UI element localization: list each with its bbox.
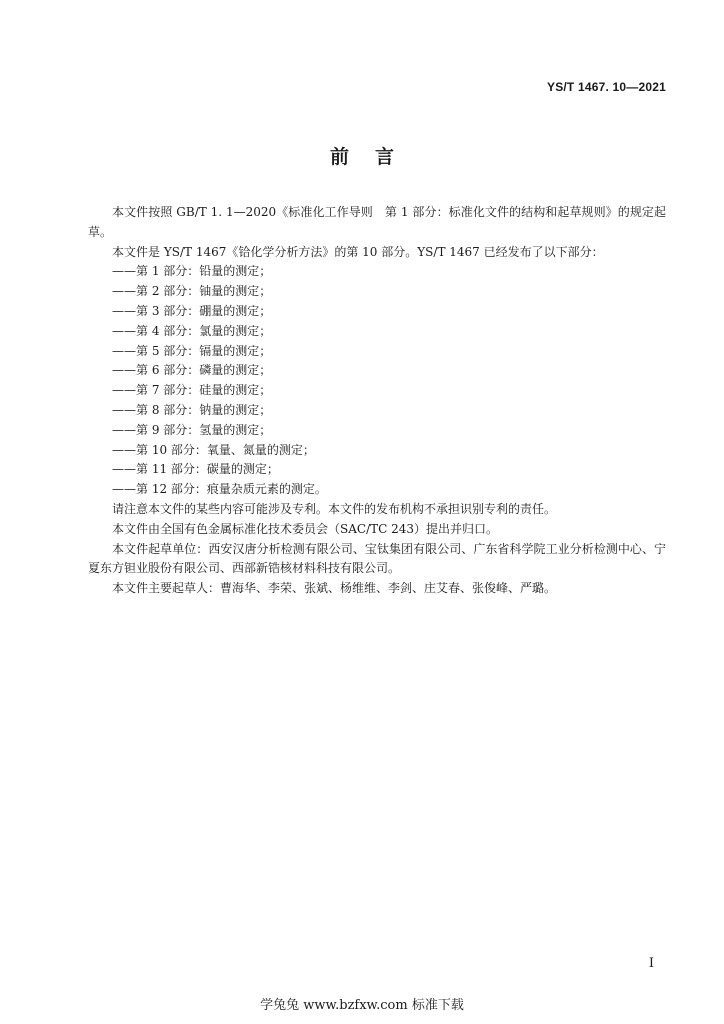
paragraph-series-intro: 本文件是 YS/T 1467《铪化学分析方法》的第 10 部分。YS/T 1467 已经发布了以下部分： <box>112 244 604 259</box>
list-item: ——第 8 部分：钠量的测定； <box>112 402 272 417</box>
list-item: ——第 7 部分：硅量的测定； <box>112 383 272 398</box>
paragraph-committee: 本文件由全国有色金属标准化技术委员会（SAC/TC 243）提出并归口。 <box>112 521 499 536</box>
page-title: 前言 <box>329 146 420 168</box>
list-item: ——第 12 部分：痕量杂质元素的测定。 <box>112 482 327 497</box>
standard-code: YS/T 1467. 10—2021 <box>546 80 666 94</box>
list-item: ——第 11 部分：碳量的测定； <box>112 462 279 477</box>
list-item: ——第 9 部分：氢量的测定； <box>112 422 272 437</box>
list-item: ——第 10 部分：氧量、氮量的测定； <box>112 442 315 457</box>
paragraph-drafters: 本文件主要起草人：曹海华、李荣、张斌、杨维维、李剑、庄艾春、张俊峰、严璐。 <box>112 581 557 596</box>
paragraph-patent-notice: 请注意本文件的某些内容可能涉及专利。本文件的发布机构不承担识别专利的责任。 <box>112 501 557 516</box>
foreword-body <box>88 203 666 599</box>
list-item: ——第 6 部分：磷量的测定； <box>112 363 272 378</box>
paragraph-drafting-units: 本文件起草单位：西安汉唐分析检测有限公司、宝钛集团有限公司、广东省科学院工业分析检测中心、宁夏东方钽业股份有限公司、西部新锆核材料科技有限公司。 <box>88 541 666 576</box>
watermark-footer: 学兔兔 www.bzfxw.com 标准下载 <box>260 998 464 1013</box>
list-item: ——第 2 部分：铀量的测定； <box>112 284 272 299</box>
list-item: ——第 3 部分：硼量的测定； <box>112 303 272 318</box>
paragraph-drafting-rules: 本文件按照 GB/T 1. 1—2020《标准化工作导则 第 1 部分：标准化文件的结构和起草规则》的规定起草。 <box>88 205 666 239</box>
list-item: ——第 5 部分：镉量的测定； <box>112 343 272 358</box>
list-item: ——第 4 部分：氯量的测定； <box>112 323 272 338</box>
list-item: ——第 1 部分：铅量的测定； <box>112 264 272 279</box>
page-number: I <box>648 956 654 971</box>
